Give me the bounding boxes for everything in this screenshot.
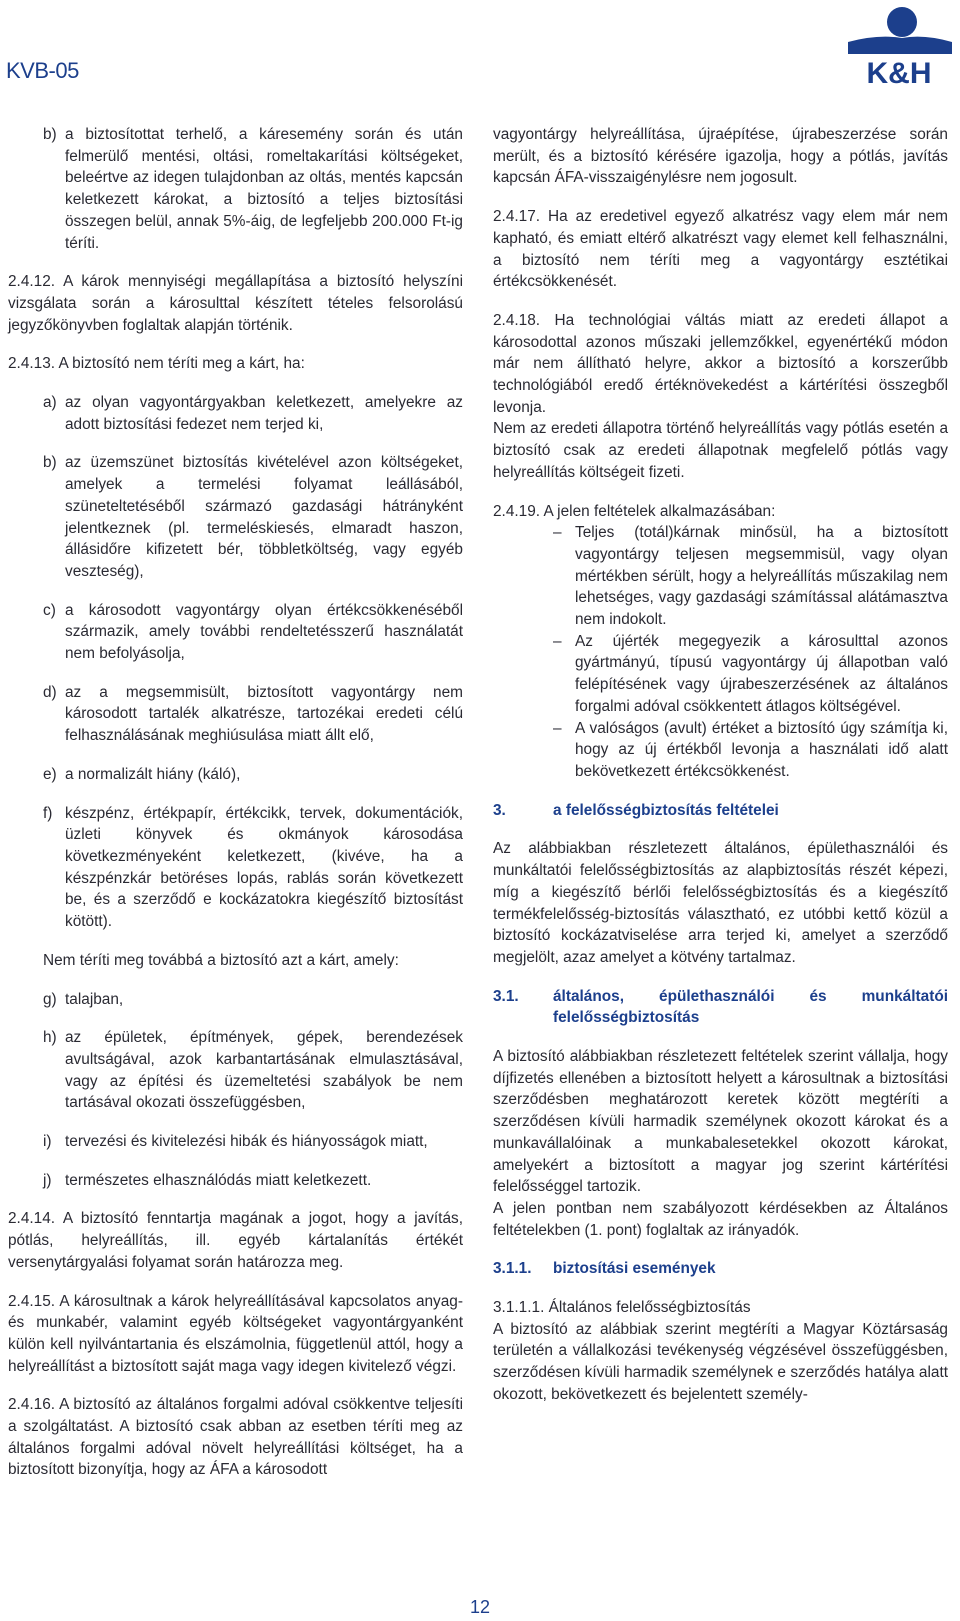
left-column [8, 124, 463, 1498]
list-text: A valóságos (avult) értéket a biztosító úgy számítja ki, hogy az új értékből levonja a használati idő alatt bekövetkezett értékcsökkenést. [575, 719, 948, 780]
paragraph-2-4-12: 2.4.12. A károk mennyiségi megállapítása a biztosító helyszíni vizsgálata során a károsulttal készített tételes felsorolású jegyzőkönyvben foglaltak alapján történik. [8, 273, 463, 334]
subheading-3-1-1-1: 3.1.1.1. Általános felelősségbiztosítás [493, 1299, 751, 1317]
list-item [8, 1027, 463, 1114]
list-item [8, 989, 463, 1011]
paragraph-2-4-19: 2.4.19. A jelen feltételek alkalmazásában: [493, 502, 776, 520]
dash-marker: – [553, 719, 562, 737]
paragraph-nem-teriti: Nem téríti meg továbbá a biztosító azt a kárt, amely: [43, 951, 399, 969]
list-text: a normalizált hiány (káló), [65, 765, 241, 783]
list-marker: c) [43, 601, 56, 619]
list-item [8, 452, 463, 582]
list-text: a károsodott vagyontárgy olyan értékcsökkenéséből származik, amely további rendeltetésszerű használatát nem befolyásolja, [65, 601, 463, 663]
list-text: természetes elhasználódás miatt keletkezett. [65, 1171, 372, 1189]
list-item [8, 1131, 463, 1153]
logo-wordmark: K&H [866, 57, 932, 86]
list-marker: e) [43, 765, 57, 783]
list-text: az épületek, építmények, gépek, berendezések avultságával, azok karbantartásának elmulasztásával, vagy az építési és üzemeltetési szabályok be nem tartásával okozati összefüggésben, [65, 1029, 463, 1112]
list-item [8, 682, 463, 747]
list-item [8, 764, 463, 786]
section-heading-3-1 [493, 986, 948, 1029]
list-marker: i) [43, 1133, 52, 1151]
paragraph-section-3: Az alábbiakban részletezett általános, épülethasználói és munkáltatói felelősségbiztosítás az alapbiztosítás részét képezi, míg a kiegészítő bérlői felelősségbiztosítás és a kiegészítő termékfelelősség-biztosítás választható, ez utóbbi kettő közül a biztosító kockázatviselése arra terjed ki, amelyet a szerződő megjelölt, azaz amelyet a kötvény tartalmaz. [493, 840, 948, 966]
list-marker: f) [43, 804, 53, 822]
paragraph-section-3-1-b: A jelen pontban nem szabályozott kérdésekben az Általános feltételekben (1. pont) foglaltak az irányadók. [493, 1199, 948, 1239]
heading-number: 3. [493, 801, 506, 819]
section-heading-3-1-1 [493, 1258, 948, 1280]
page-number: 12 [469, 1597, 491, 1617]
list-text: Az újérték megegyezik a károsulttal azonos gyártmányú, típusú vagyontárgy új állapotban való felépítésének vagy újrabeszerzésének az általános forgalmi adóval csökkentett átlagos költségével. [575, 632, 948, 715]
paragraph-continuation: vagyontárgy helyreállítása, újraépítése, újrabeszerzése során merült, és a biztosító kérésére igazolja, hogy a pótlás, javítás kapcsán ÁFA-visszaigénylésre nem jogosult. [493, 126, 948, 187]
list-text: az a megsemmisült, biztosított vagyontárgy nem károsodott tartalék alkatrésze, tartozékai eredeti célú felhasználásának meghiúsulása miatt állt elő, [65, 683, 463, 745]
heading-title: a felelősségbiztosítás feltételei [553, 801, 779, 819]
kh-logo [846, 4, 952, 86]
dash-marker: – [553, 632, 562, 650]
list-marker: b) [43, 126, 57, 143]
paragraph-2-4-18: 2.4.18. Ha technológiai váltás miatt az eredeti állapot a károsodottal azonos műszaki jellemzőkkel, egyenértékű módon már nem állítható helyre, akkor a biztosító a korszerűbb technológiából eredő értéknövekedést a kártérítési összegből levonja. [493, 311, 948, 416]
paragraph-3-1-1-1: A biztosító az alábbiak szerint megtéríti a Magyar Köztársaság területén a vállalkozási tevékenység végzésével összefüggésben, szerződésen kívüli harmadik személynek e szerződés hatálya alatt okozott, bekövetkezett és bejelentett személy- [493, 1320, 948, 1403]
doc-code: KVB-05 [6, 58, 79, 83]
list-item [8, 392, 463, 435]
section-heading-3 [493, 800, 948, 822]
paragraph-2-4-16: 2.4.16. A biztosító az általános forgalmi adóval csökkentve teljesíti a szolgáltatást. A biztosító csak abban az esetben téríti meg az általános forgalmi adóval növelt helyreállítási költséget, ha a biztosított bizonyítja, hogy az ÁFA a károsodott [8, 1396, 463, 1479]
list-text: talajban, [65, 990, 124, 1008]
list-item-b [8, 124, 463, 254]
list-text: a biztosítottat terhelő, a káresemény során és után felmerülő mentési, oltási, romeltakarítási költségeket, beleértve az idegen tulajdonban az oltás, mentés kapcsán keletkezett károkat, a biztosító a teljes biztosítási összegen belül, annak 5%-áig, de legfeljebb 200.000 Ft-ig téríti. [65, 126, 463, 252]
list-item [553, 631, 948, 718]
paragraph-2-4-14: 2.4.14. A biztosító fenntartja magának a jogot, hogy a javítás, pótlás, helyreállítás, ill. egyéb kártalanítás értékét versenytárgyalási folyamat során határozza meg. [8, 1210, 463, 1271]
paragraph-section-3-1-a: A biztosító alábbiakban részletezett feltételek szerint vállalja, hogy díjfizetés ellenében a biztosított helyett a károsultnak a biztosítási szerződésben meghatározott keretek között megtéríti a szerződésen kívüli harmadik személynek okozott károkat és a munkavállalóinak a munkabalesetekkel okozott károkat, amelyekért a biztosított a magyar jog szerint kártérítési felelősséggel tartozik. [493, 1048, 948, 1196]
list-text: Teljes (totál)kárnak minősül, ha a biztosított vagyontárgy teljesen megsemmisül, vagy olyan mértékben sérült, hogy a helyreállítás műszakilag nem lehetséges, vagy gazdasági számítással alátámasztva nem indokolt. [575, 524, 948, 629]
list-marker: d) [43, 683, 57, 701]
list-text: készpénz, értékpapír, értékcikk, tervek, dokumentációk, üzleti könyvek és okmányok károsodása következményeként keletkezett, (kivéve, ha a készpénzkár betöréses lopás, rablás során következett be, és a szerződő e kockázatokra kiegészítő biztosítást kötött). [65, 804, 463, 931]
dash-marker: – [553, 524, 562, 542]
heading-title: biztosítási események [553, 1260, 716, 1278]
heading-number: 3.1. [493, 987, 519, 1005]
paragraph-2-4-15: 2.4.15. A károsultnak a károk helyreállításával kapcsolatos anyag- és munkabér, valamint egyéb költségeket vagyontárgyanként külön kell nyilvántartania és elszámolnia, függetlenül attól, hogy a helyreállítást a biztosított saját maga vagy idegen kivitelező végzi. [8, 1292, 463, 1375]
paragraph-2-4-18-b: Nem az eredeti állapotra történő helyreállítás vagy pótlás esetén a biztosító csak az eredeti állapotnak megfelelő pótlás vagy helyreállítás költségeit fizeti. [493, 420, 948, 481]
list-text: az üzemszünet biztosítás kivételével azon költségeket, amelyek a termelési folyamat leállásából, szüneteltetéséből származó gazdasági hátrányként jelentkeznek (pl. termeléskiesés, elmaradt haszon, állásidőre kifizetett bér, többletköltség, vagy egyéb veszteség), [65, 454, 463, 580]
list-item [8, 600, 463, 665]
list-item [8, 1170, 463, 1192]
list-item [553, 522, 948, 631]
heading-number: 3.1.1. [493, 1260, 532, 1278]
list-marker: g) [43, 990, 57, 1008]
heading-title: általános, épülethasználói és munkáltatói felelősségbiztosítás [553, 987, 948, 1027]
list-item [553, 718, 948, 783]
paragraph-2-4-17: 2.4.17. Ha az eredetivel egyező alkatrész vagy elem már nem kapható, és emiatt eltérő alkatrészt vagy elemet kell felhasználni, a biztosító nem téríti meg a vagyontárgy esztétikai értékcsökkenését. [493, 208, 948, 291]
list-marker: b) [43, 454, 57, 472]
right-column [493, 124, 948, 1423]
list-text: tervezési és kivitelezési hibák és hiányosságok miatt, [65, 1133, 428, 1151]
paragraph-2-4-13: 2.4.13. A biztosító nem téríti meg a kárt, ha: [8, 355, 305, 373]
list-marker: a) [43, 394, 57, 412]
definition-list [553, 522, 948, 782]
list-text: az olyan vagyontárgyakban keletkezett, amelyekre az adott biztosítási fedezet nem terjed ki, [65, 394, 463, 433]
list-marker: h) [43, 1029, 57, 1047]
list-marker: j) [43, 1171, 52, 1189]
list-item [8, 803, 463, 933]
